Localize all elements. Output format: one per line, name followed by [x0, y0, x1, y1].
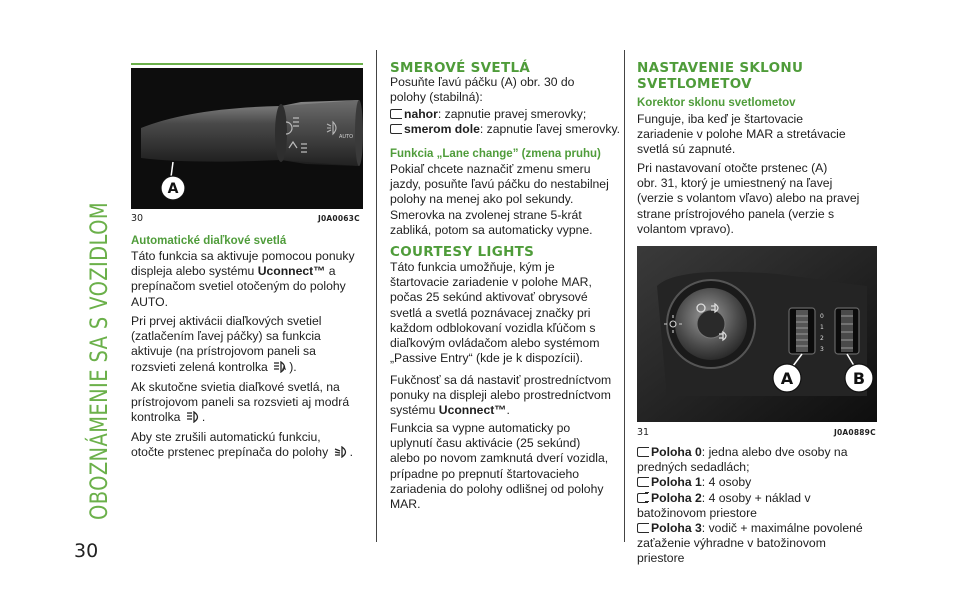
figure-30-code: J0A0063C — [318, 214, 360, 223]
paragraph-leveling-1: Funguje, iba keď je štartovacie zariadenie v polohe MAR a stretávacie svetlá sú zapnuté. — [637, 112, 846, 157]
paragraph-turn-signals-intro: Posuňte ľavú páčku (A) obr. 30 do polohy (stabilná): — [390, 75, 575, 105]
subheading-lane-change: Funkcia „Lane change” (zmena pruhu) — [390, 148, 601, 160]
column-divider-1 — [376, 50, 377, 542]
figure-31-light-switch-image — [637, 246, 877, 422]
bullet-icon — [637, 523, 648, 533]
bullet-icon — [637, 477, 648, 487]
paragraph-auto-high-beams-4: Aby ste zrušili automatickú funkciu, otočte prstenec prepínača do polohy . — [131, 430, 353, 460]
figure-31-code: J0A0889C — [834, 428, 876, 437]
section-heading-auto-high-beams: Automatické diaľkové svetlá — [131, 235, 287, 247]
list-item: Poloha 2: 4 osoby + náklad v — [637, 491, 877, 506]
figure-30-stalk-image — [131, 68, 363, 209]
dial-mark-1: 1 — [820, 324, 824, 331]
paragraph-auto-high-beams-2: Pri prvej aktivácii diaľkových svetiel (zatlačením ľavej páčky) sa funkcia aktivuje (na prístrojovom paneli sa rozsvieti zelená kontrolka A ). — [131, 314, 322, 374]
figure-30-number: 30 — [131, 213, 144, 224]
chapter-side-title — [62, 30, 122, 520]
subheading-headlight-leveling: Korektor sklonu svetlometov — [637, 97, 796, 109]
list-item: smerom dole: zapnutie ľavej smerovky. — [390, 122, 622, 137]
bullet-icon — [637, 493, 648, 503]
dial-mark-0: 0 — [820, 313, 824, 320]
list-item: Poloha 1: 4 osoby — [637, 475, 877, 490]
column-divider-2 — [624, 50, 625, 542]
paragraph-lane-change: Pokiaľ chcete naznačiť zmenu smeru jazdy, posuňte ľavú páčku do nestabilnej polohy na menej ako pol sekundy. Smerovka na zvolenej strane 5-krát zabliká, potom sa automaticky vypne. — [390, 162, 609, 237]
paragraph-courtesy-1: Táto funkcia umožňuje, kým je štartovacie zariadenie v polohe MAR, počas 25 sekúnd aktivovať obrysové svetlá a svetlá poznávacej značky pri každom odblokovaní vozidla kľúčom s diaľkovým ovládačom alebo systémom „Passive Entry“ (kde je k dispozícii). — [390, 260, 600, 366]
figure-31-number: 31 — [637, 427, 650, 438]
figure-31-label-a: A — [780, 369, 794, 388]
section-heading-courtesy-lights: COURTESY LIGHTS — [390, 244, 535, 260]
paragraph-auto-high-beams-3: Ak skutočne svietia diaľkové svetlá, na prístrojovom paneli sa rozsvieti aj modrá kontrolka . — [131, 380, 350, 425]
list-item: Poloha 0: jedna alebo dve osoby na — [637, 445, 877, 460]
section-heading-turn-signals: SMEROVÉ SVETLÁ — [390, 60, 531, 76]
chapter-side-title-text: OBOZNÁMENIE SA S VOZIDLOM — [85, 127, 113, 520]
list-item: nahor: zapnutie pravej smerovky; — [390, 107, 622, 122]
column1-top-rule — [131, 63, 363, 65]
bullet-icon — [390, 109, 401, 119]
paragraph-leveling-2: Pri nastavovaní otočte prstenec (A) obr. 31, ktorý je umiestnený na ľavej (verzie s volantom vľavo) alebo na pravej strane prístrojového panela (verzie s volantom vpravo). — [637, 161, 860, 236]
paragraph-courtesy-2: Fukčnosť sa dá nastaviť prostredníctvom ponuky na displeji alebo prostredníctvom systému Uconnect™. — [390, 373, 612, 418]
turn-signal-bullet-list — [390, 107, 622, 137]
paragraph-auto-high-beams-1: Táto funkcia sa aktivuje pomocou ponuky displeja alebo systému Uconnect™ a prepínačom svetiel otočeným do polohy AUTO. — [131, 249, 355, 309]
section-heading-headlight-leveling: NASTAVENIE SKLONU SVETLOMETOV — [637, 60, 804, 92]
dial-mark-3: 3 — [820, 346, 824, 353]
bullet-icon — [390, 124, 401, 134]
dial-mark-2: 2 — [820, 335, 824, 342]
figure-31-label-b: B — [852, 369, 866, 388]
auto-high-beam-warning-icon — [273, 361, 289, 373]
low-beam-position-icon — [334, 446, 350, 458]
list-item: Poloha 3: vodič + maximálne povolené — [637, 521, 877, 536]
leveling-positions-list: Poloha 0: jedna alebo dve osoby na predných sedadlách; Poloha 1: 4 osoby Poloha 2: 4 osoby + náklad v batožinovom priestore Poloha 3: vodič + maximálne povolené zaťaženie výhradne v batožinovom priestore — [637, 445, 877, 567]
page-number: 30 — [74, 540, 99, 562]
svg-text:AUTO: AUTO — [339, 134, 354, 140]
bullet-icon — [637, 447, 648, 457]
paragraph-courtesy-3: Funkcia sa vypne automaticky po uplynutí času aktivácie (25 sekúnd) alebo po novom zamknutá dverí vozidla, prípadne po prepnutí štartovacieho zariadenia do polohy odlišnej od polohy MAR. — [390, 421, 609, 512]
high-beam-warning-icon — [186, 411, 202, 423]
svg-text:A: A — [282, 364, 287, 372]
figure-30-label-a: A — [167, 181, 179, 197]
